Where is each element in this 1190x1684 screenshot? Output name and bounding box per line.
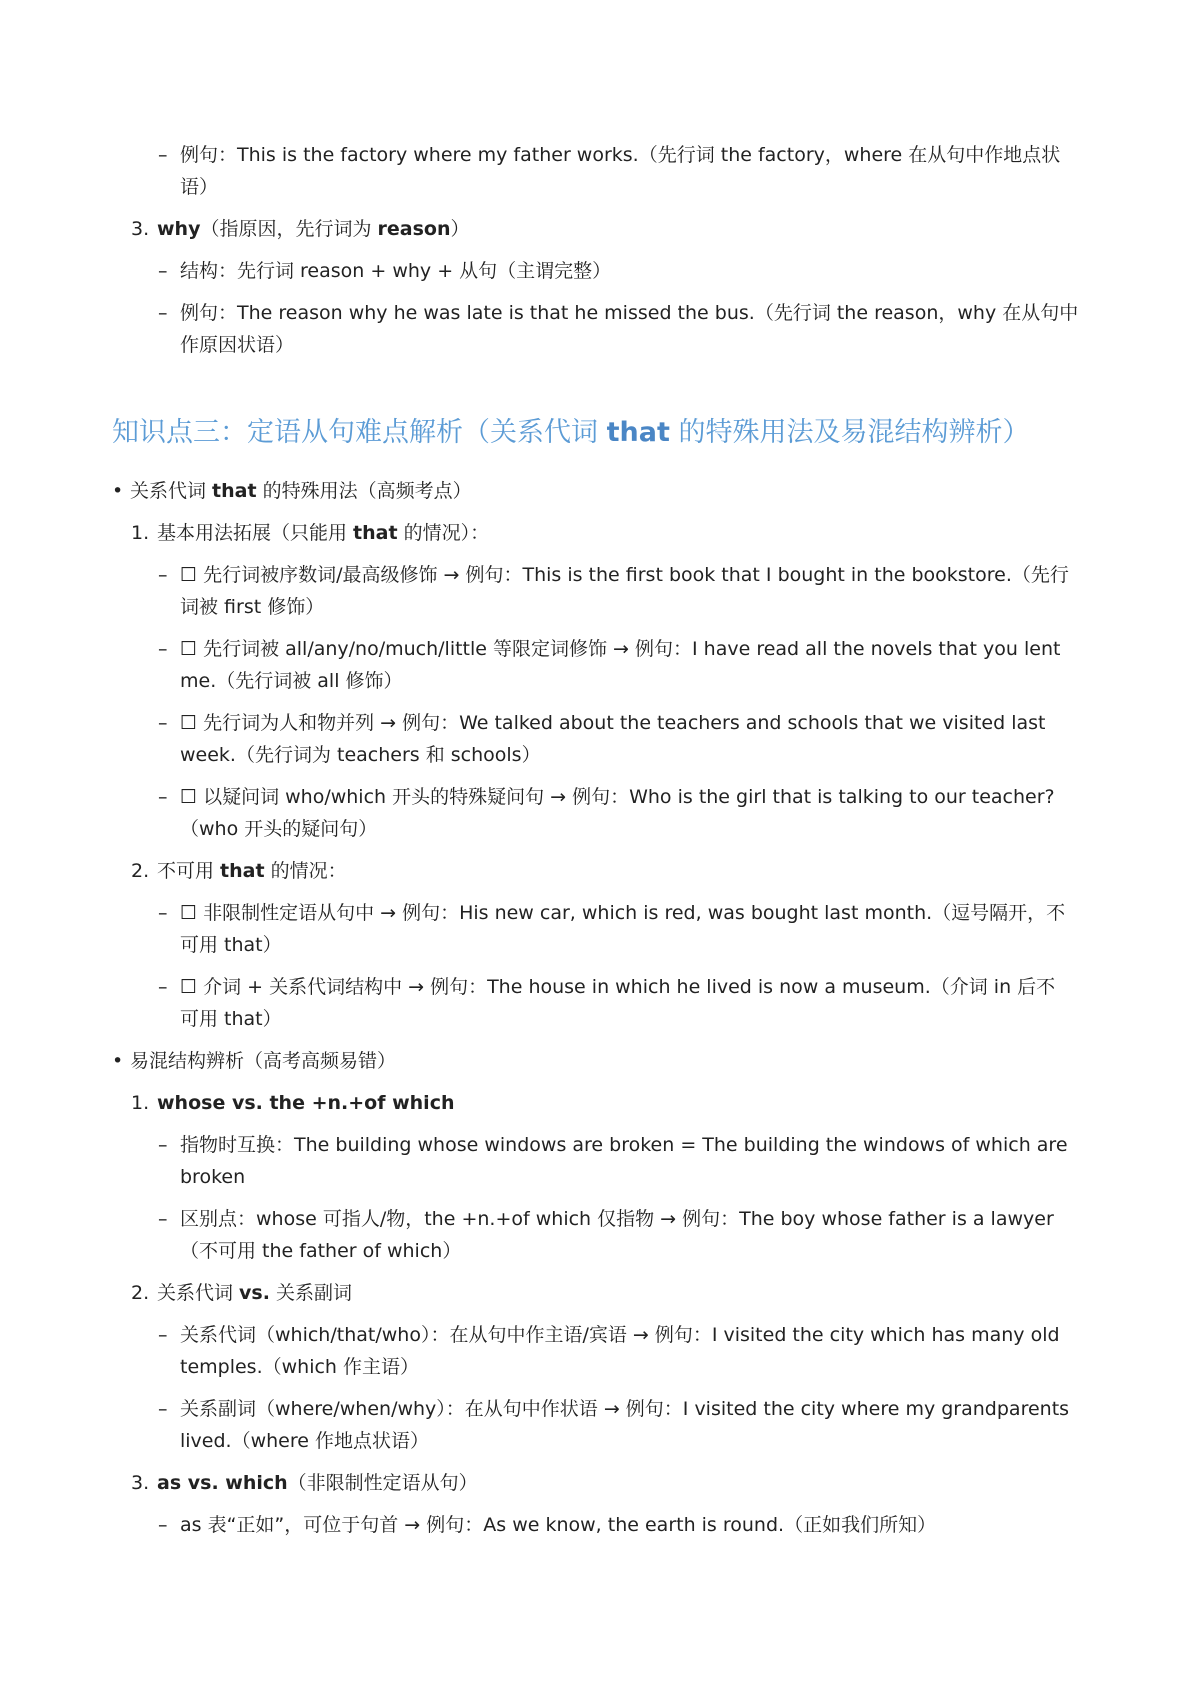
rule-line: （who 开头的疑问句） <box>180 818 378 840</box>
list-item <box>157 517 489 549</box>
rule-line: week.（先行词为 teachers 和 schools） <box>180 744 541 766</box>
dash-marker: – <box>158 564 168 586</box>
bullet-item: 易混结构辨析（高考高频易错） <box>130 1050 397 1072</box>
rule-line: （不可用 the father of which） <box>180 1240 462 1262</box>
term-reason: reason <box>377 218 451 240</box>
dash-marker: – <box>158 638 168 660</box>
text: （非限制性定语从句） <box>287 1472 478 1494</box>
rule-line: lived.（where 作地点状语） <box>180 1430 429 1452</box>
rule-line: ☐ 介词 + 关系代词结构中 → 例句：The house in which he lived is now a museum.（介词 in 后不 <box>180 976 1056 998</box>
dash-marker: – <box>158 302 168 324</box>
heading-bold: that <box>606 417 670 448</box>
dash-marker: – <box>158 1208 168 1230</box>
dash-marker: – <box>158 902 168 924</box>
dash-marker: – <box>158 712 168 734</box>
rule-line: ☐ 非限制性定语从句中 → 例句：His new car, which is red, was bought last month.（逗号隔开，不 <box>180 902 1066 924</box>
rule-line: 关系代词（which/that/who）：在从句中作主语/宾语 → 例句：I visited the city which has many old <box>180 1324 1060 1346</box>
text: ） <box>450 218 470 240</box>
text: 的情况）： <box>397 522 490 544</box>
text: 关系代词 <box>157 1282 240 1304</box>
text: 基本用法拓展（只能用 <box>157 522 354 544</box>
list-item <box>157 855 347 887</box>
structure-line: 结构：先行词 reason + why + 从句（主谓完整） <box>180 260 612 282</box>
heading-text: 的特殊用法及易混结构辨析） <box>669 417 1030 448</box>
text: 不可用 <box>157 860 221 882</box>
rule-line: broken <box>180 1166 246 1188</box>
rule-line: ☐ 先行词被 all/any/no/much/little 等限定词修饰 → 例句：I have read all the novels that you lent <box>180 638 1061 660</box>
list-number: 1. <box>131 1092 150 1114</box>
bullet-item <box>130 475 472 507</box>
term: that <box>220 860 265 882</box>
term: that <box>353 522 398 544</box>
text: 关系代词 <box>130 480 213 502</box>
example-line: 语） <box>180 176 219 198</box>
rule-line: ☐ 先行词为人和物并列 → 例句：We talked about the teachers and schools that we visited last <box>180 712 1046 734</box>
list-item <box>157 1277 352 1309</box>
text: 的情况： <box>264 860 347 882</box>
dash-marker: – <box>158 1398 168 1420</box>
list-item-why <box>157 213 470 245</box>
list-number: 2. <box>131 1282 150 1304</box>
term: as vs. which <box>157 1472 288 1494</box>
rule-line: 指物时互换：The building whose windows are broken = The building the windows of which are <box>180 1134 1068 1156</box>
rule-line: ☐ 先行词被序数词/最高级修饰 → 例句：This is the first book that I bought in the bookstore.（先行 <box>180 564 1069 586</box>
text: 关系副词 <box>269 1282 353 1304</box>
text: 的特殊用法（高频考点） <box>256 480 472 502</box>
example-line: 作原因状语） <box>180 334 295 356</box>
list-item <box>157 1467 478 1499</box>
term: whose vs. the +n.+of which <box>157 1092 455 1114</box>
bullet-marker: • <box>112 1050 124 1072</box>
term: vs. <box>239 1282 270 1304</box>
rule-line: 区别点：whose 可指人/物，the +n.+of which 仅指物 → 例句：The boy whose father is a lawyer <box>180 1208 1054 1230</box>
list-number: 3. <box>131 1472 150 1494</box>
rule-line: 词被 first 修饰） <box>180 596 325 618</box>
heading-text: 知识点三：定语从句难点解析（关系代词 <box>112 417 607 448</box>
dash-marker: – <box>158 1514 168 1536</box>
rule-line: 关系副词（where/when/why）：在从句中作状语 → 例句：I visited the city where my grandparents <box>180 1398 1070 1420</box>
term-why: why <box>157 218 201 240</box>
term: that <box>212 480 257 502</box>
rule-line: temples.（which 作主语） <box>180 1356 420 1378</box>
rule-line: as 表“正如”，可位于句首 → 例句：As we know, the earth is round.（正如我们所知） <box>180 1514 937 1536</box>
section-heading <box>112 413 1029 453</box>
text: （指原因，先行词为 <box>200 218 378 240</box>
dash-marker: – <box>158 144 168 166</box>
list-item <box>157 1087 454 1119</box>
dash-marker: – <box>158 976 168 998</box>
bullet-marker: • <box>112 480 124 502</box>
dash-marker: – <box>158 1324 168 1346</box>
dash-marker: – <box>158 260 168 282</box>
rule-line: ☐ 以疑问词 who/which 开头的特殊疑问句 → 例句：Who is the girl that is talking to our teacher? <box>180 786 1055 808</box>
list-number: 1. <box>131 522 150 544</box>
dash-marker: – <box>158 786 168 808</box>
dash-marker: – <box>158 1134 168 1156</box>
rule-line: 可用 that） <box>180 934 282 956</box>
list-number: 2. <box>131 860 150 882</box>
list-number: 3. <box>131 218 150 240</box>
rule-line: 可用 that） <box>180 1008 282 1030</box>
rule-line: me.（先行词被 all 修饰） <box>180 670 403 692</box>
example-line: 例句：The reason why he was late is that he missed the bus.（先行词 the reason，why 在从句中 <box>180 302 1079 324</box>
example-line: 例句：This is the factory where my father works.（先行词 the factory，where 在从句中作地点状 <box>180 144 1061 166</box>
